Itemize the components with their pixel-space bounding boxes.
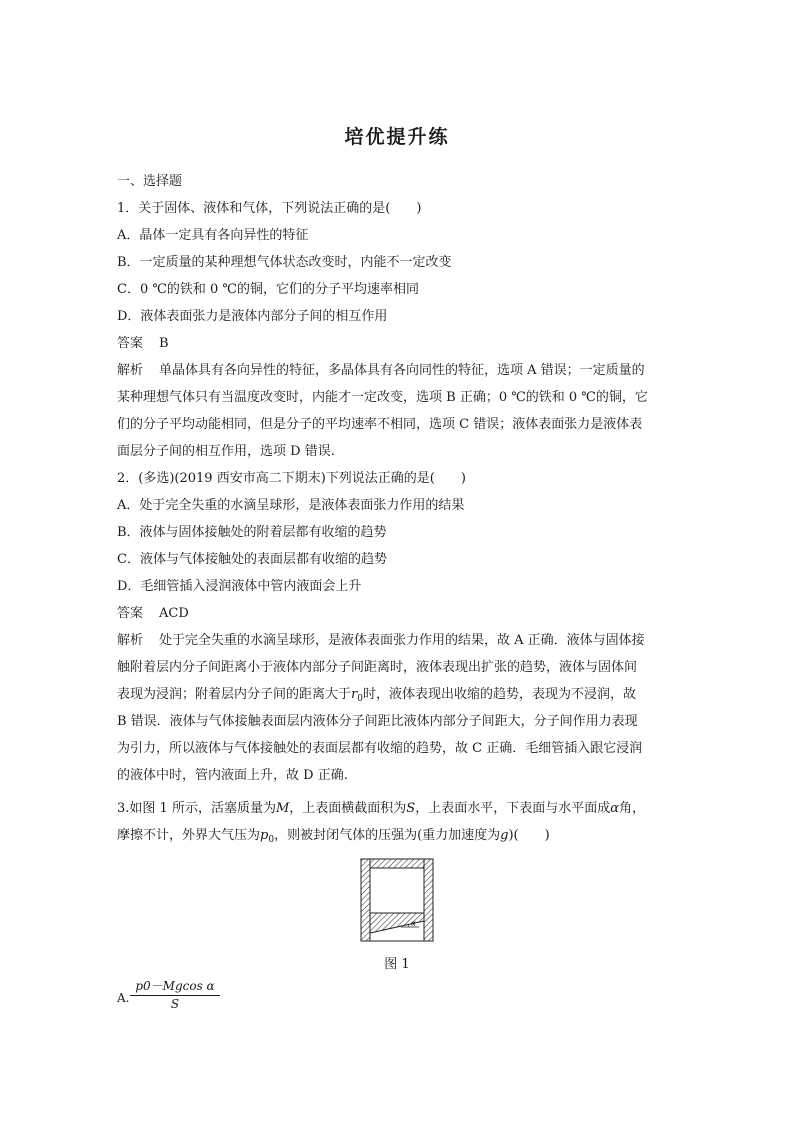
q2-answer-value: ACD	[159, 606, 189, 621]
symbol-s: S	[406, 801, 416, 816]
q3-stem-line-1	[117, 800, 645, 818]
q2-stem: 2．(多选)(2019 西安市高二下期末)下列说法正确的是( )	[117, 471, 466, 486]
q1-stem: 1．关于固体、液体和气体，下列说法正确的是( )	[117, 201, 422, 216]
piston	[370, 913, 424, 933]
q1-analysis-text: 单晶体具有各向异性的特征，多晶体具有各向同性的特征，选项 A 错误；一定质量的	[159, 363, 645, 378]
q1-analysis-line-3: 们的分子平均动能相同，但是分子的平均速率不相同，选项 C 错误；液体表面张力是液体表	[117, 417, 643, 432]
q2-analysis-text-b: 时，液体表现出收缩的趋势，表现为不浸润，故	[362, 687, 636, 702]
cylinder-left-wall	[361, 859, 370, 941]
fraction-numerator: p0－Mgcos α	[130, 978, 220, 996]
q3-text: 3.如图 1 所示，活塞质量为	[117, 801, 276, 816]
q3-text: ，上表面水平，下表面与水平面成	[415, 801, 611, 816]
q2-analysis-line-1	[117, 632, 645, 650]
symbol-r-subscript: 0	[357, 694, 363, 704]
q3-text: 摩擦不计，外界大气压为	[117, 828, 261, 843]
q2-answer	[117, 605, 189, 623]
q1-analysis-line-2: 某种理想气体只有当温度改变时，内能才一定改变，选项 B 正确；0 ℃的铁和 0 ℃的铜，它	[117, 390, 648, 405]
q3-text: ，则被封闭气体的压强为(重力加速度为	[274, 828, 501, 843]
q3-stem-line-2	[117, 827, 550, 849]
q1-answer-label: 答案	[117, 336, 144, 351]
symbol-p: p	[260, 828, 269, 843]
angle-label: α	[411, 919, 416, 928]
q1-option-d: D．液体表面张力是液体内部分子间的相互作用	[117, 309, 388, 324]
q1-analysis-line-1	[117, 362, 645, 380]
q1-option-a: A．晶体一定具有各向异性的特征	[117, 228, 309, 243]
q2-option-a: A．处于完全失重的水滴呈球形，是液体表面张力作用的结果	[117, 498, 465, 513]
q2-option-b: B．液体与固体接触处的附着层都有收缩的趋势	[117, 525, 387, 540]
symbol-alpha: α	[610, 801, 619, 816]
fraction	[130, 978, 220, 1012]
q2-analysis-label: 解析	[117, 633, 144, 648]
q3-text: )( )	[508, 828, 550, 843]
symbol-r: r	[351, 687, 358, 702]
q3-text: 角，	[618, 801, 645, 816]
q3-option-a-label: A.	[117, 991, 130, 1005]
piston-cylinder-figure	[359, 857, 435, 943]
q1-analysis-line-4: 面层分子间的相互作用，选项 D 错误.	[117, 444, 335, 459]
angle-arc	[409, 925, 410, 928]
symbol-m: M	[275, 801, 290, 816]
fraction-denominator: S	[170, 997, 180, 1011]
q2-analysis-line-6: 的液体中时，管内液面上升，故 D 正确.	[117, 768, 348, 783]
cylinder-right-wall	[424, 859, 433, 941]
q2-analysis-line-4: B 错误．液体与气体接触表面层内液体分子间距比液体内部分子间距大，分子间作用力表现	[117, 714, 638, 729]
q2-analysis-text: 处于完全失重的水滴呈球形，是液体表面张力作用的结果，故 A 正确．液体与固体接	[159, 633, 645, 648]
q3-text: ，上表面横截面积为	[289, 801, 407, 816]
symbol-g: g	[500, 828, 509, 843]
q1-answer-value: B	[159, 336, 169, 351]
q2-analysis-line-3	[117, 686, 636, 708]
q2-option-d: D．毛细管插入浸润液体中管内液面会上升	[117, 579, 362, 594]
section-heading: 一、选择题	[117, 174, 183, 189]
symbol-p-subscript: 0	[268, 835, 275, 845]
q2-option-c: C．液体与气体接触处的表面层都有收缩的趋势	[117, 552, 387, 567]
q1-analysis-label: 解析	[117, 363, 144, 378]
figure-caption: 图 1	[384, 957, 410, 972]
q2-analysis-line-2: 触附着层内分子间距离小于液体内部分子间距离时，液体表现出扩张的趋势，液体与固体间	[117, 660, 638, 675]
q2-analysis-text-a: 表现为浸润；附着层内分子间的距离大于	[117, 687, 352, 702]
q2-analysis-line-5: 为引力，所以液体与气体接触处的表面层都有收缩的趋势，故 C 正确．毛细管插入跟它浸润	[117, 741, 643, 756]
q1-option-b: B．一定质量的某种理想气体状态改变时，内能不一定改变	[117, 255, 452, 270]
cylinder-top	[370, 859, 424, 868]
q2-answer-label: 答案	[117, 606, 144, 621]
page-title: 培优提升练	[344, 126, 450, 148]
q1-option-c: C．0 ℃的铁和 0 ℃的铜，它们的分子平均速率相同	[117, 282, 419, 297]
q1-answer	[117, 335, 169, 353]
